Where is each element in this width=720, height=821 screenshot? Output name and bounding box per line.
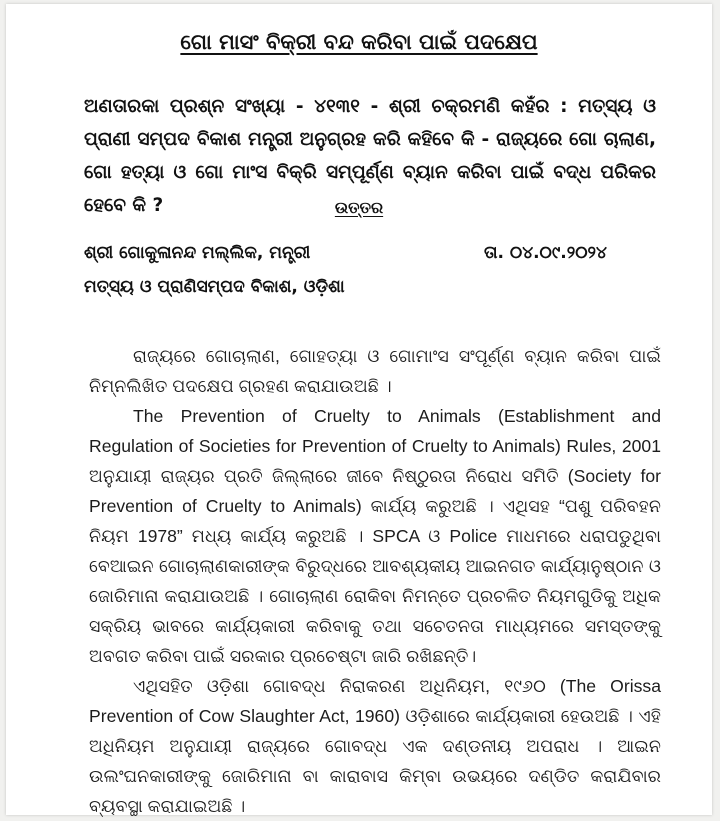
answer-body	[89, 341, 661, 821]
document-title-text: ଗୋ ମାସଂ ବିକ୍ରୀ ବନ୍ଦ କରିବା ପାଇଁ ପଦକ୍ଷେପ	[180, 30, 538, 54]
minister-department: ମତ୍ସ୍ୟ ଓ ପ୍ରାଣିସମ୍ପଦ ବିକାଶ, ଓଡ଼ିଶା	[84, 277, 345, 297]
answer-heading-text: ଉତ୍ତର	[334, 198, 384, 217]
answer-heading	[6, 198, 712, 218]
minister-name: ଶ୍ରୀ ଗୋକୁଳାନନ୍ଦ ମଲ୍ଲିକ, ମନ୍ତ୍ରୀ	[84, 243, 311, 263]
document-title	[6, 30, 712, 55]
minister-block	[84, 236, 345, 304]
document-page	[6, 4, 712, 815]
answer-paragraph: The Prevention of Cruelty to Animals (Establishment and Regulation of Societies for Prevention of Cruelty to Animals) Rules, 2001 ଅନୁଯାୟୀ ରାଜ୍ୟର ପ୍ରତି ଜିଲ୍ଲାରେ ଜୀବେ ନିଷ୍ଠୁରତା ନିରୋଧ ସମିତି (Society for Prevention of Cruelty to Animals) କାର୍ଯ୍ୟ କରୁଅଛି । ଏଥିସହ “ପଶୁ ପରିବହନ ନିୟମ 1978” ମଧ୍ୟ କାର୍ଯ୍ୟ କରୁଅଛି । SPCA ଓ Police ମାଧମରେ ଧରାପଡୁଥିବା ବେଆଇନ ଗୋଚାଲାଣକାରୀଙ୍କ ବିରୁଦ୍ଧରେ ଆବଶ୍ୟକୀୟ ଆଇନଗତ କାର୍ଯ୍ୟାନୁଷ୍ଠାନ ଓ ଜୋରିମାନା କରାଯାଉଅଛି । ଗୋଚାଲାଣ ରୋକିବା ନିମନ୍ତେ ପ୍ରଚଳିତ ନିୟମଗୁଡିକୁ ଅଧିକ ସକ୍ରିୟ ଭାବରେ କାର୍ଯ୍ୟକାରୀ କରିବାକୁ ତଥା ସଚେତନତା ମାଧ୍ୟମରେ ସମସ୍ତଙ୍କୁ ଅବଗତ କରିବା ପାଇଁ ସରକାର ପ୍ରଚେଷ୍ଟା ଜାରି ରଖିଛନ୍ତି।	[89, 406, 661, 666]
answer-paragraph: ଏଥିସହିତ ଓଡ଼ିଶା ଗୋବଦ୍ଧ ନିରାକରଣ ଅଧିନିୟମ, ୧୯୬୦ (The Orissa Prevention of Cow Slaughter Act, 1960) ଓଡ଼ିଶାରେ କାର୍ଯ୍ୟକାରୀ ହେଉଅଛି । ଏହି ଅଧିନିୟମ ଅନୁଯାୟୀ ରାଜ୍ୟରେ ଗୋବଦ୍ଧ ଏକ ଦଣ୍ଡନୀୟ ଅପରାଧ । ଆଇନ ଉଲଂଘନକାରୀଙ୍କୁ ଜୋରିମାନା ବା କାରାବାସ କିମ୍ବା ଉଭୟରେ ଦଣ୍ଡିତ କରାଯିବାର ବ୍ୟବସ୍ଥା କରାଯାଇଅଛି ।	[89, 676, 661, 816]
answer-paragraph: ରାଜ୍ୟରେ ଗୋଚାଲାଣ, ଗୋହତ୍ୟା ଓ ଗୋମାଂସ ସଂପୂର୍ଣ୍ଣ ବ୍ୟାନ କରିବା ପାଇଁ ନିମ୍ନଲିଖିତ ପଦକ୍ଷେପ ଗ୍ରହଣ କରାଯାଉଅଛି ।	[89, 346, 661, 396]
question-text: ଅଣତାରକା ପ୍ରଶ୍ନ ସଂଖ୍ୟା - ୪୧୩୧ - ଶ୍ରୀ ଚକ୍ରମଣି କହଁର : ମତ୍ସ୍ୟ ଓ ପ୍ରାଣୀ ସମ୍ପଦ ବିକାଶ ମନ୍ତ୍ରୀ ଅନୁଗ୍ରହ କରି କହିବେ କି - ରାଜ୍ୟରେ ଗୋ ଚାଲାଣ, ଗୋ ହତ୍ୟା ଓ ଗୋ ମାଂସ ବିକ୍ରି ସମ୍ପୂର୍ଣ୍ଣ ବ୍ୟାନ କରିବା ପାଇଁ ବଦ୍ଧ ପରିକର ହେବେ କି ?	[84, 96, 656, 216]
answer-date: ତା. ୦୪.୦୯.୨୦୨୪	[484, 243, 607, 263]
